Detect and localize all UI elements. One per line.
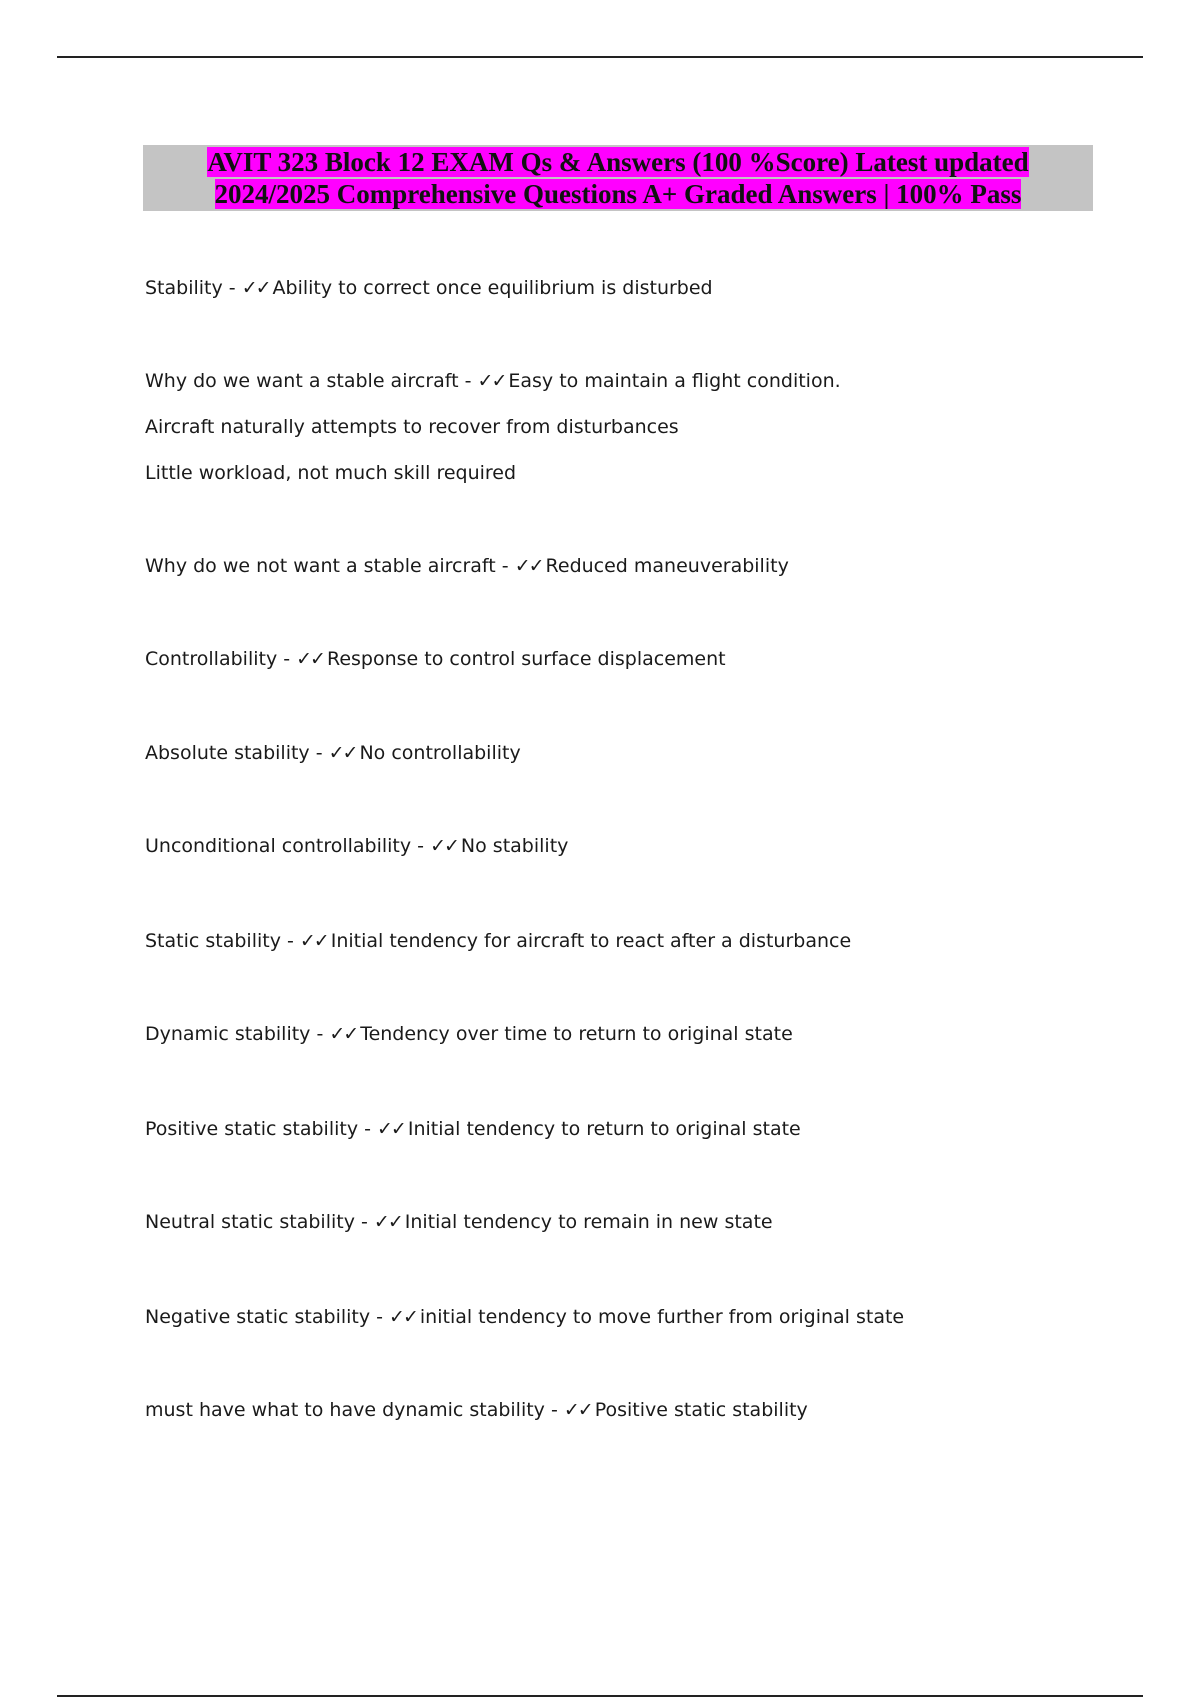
- answer-text: Positive static stability: [594, 1399, 808, 1421]
- bottom-rule: [57, 1695, 1143, 1697]
- double-check-icon: ✓✓: [241, 277, 270, 299]
- double-check-icon: ✓✓: [563, 1399, 592, 1421]
- answer-text: Initial tendency to remain in new state: [404, 1211, 773, 1233]
- double-check-icon: ✓✓: [373, 1211, 402, 1233]
- qa-item-unconditional-controllability: [145, 834, 568, 858]
- term-text: Dynamic stability: [145, 1023, 311, 1045]
- qa-item-negative-static-stability: [145, 1305, 904, 1329]
- answer-text: Response to control surface displacement: [326, 648, 726, 670]
- answer-text: Reduced maneuverability: [545, 555, 789, 577]
- separator: -: [495, 555, 515, 577]
- qa-item-why-not-stable: [145, 554, 789, 578]
- top-rule: [57, 56, 1143, 58]
- double-check-icon: ✓✓: [328, 742, 357, 764]
- answer-text: Initial tendency for aircraft to react after a disturbance: [330, 930, 852, 952]
- answer-text: Initial tendency to return to original state: [407, 1118, 801, 1140]
- separator: -: [458, 370, 478, 392]
- term-text: must have what to have dynamic stability: [145, 1399, 545, 1421]
- double-check-icon: ✓✓: [477, 370, 506, 392]
- term-text: Why do we want a stable aircraft: [145, 370, 459, 392]
- term-text: Static stability: [145, 930, 281, 952]
- separator: -: [277, 648, 297, 670]
- answer-text: Tendency over time to return to original state: [360, 1023, 793, 1045]
- qa-item-positive-static-stability: [145, 1117, 801, 1141]
- term-text: Why do we not want a stable aircraft: [145, 555, 496, 577]
- answer-text: initial tendency to move further from original state: [419, 1306, 905, 1328]
- term-text: Absolute stability: [145, 742, 310, 764]
- term-text: Neutral static stability: [145, 1211, 355, 1233]
- separator: -: [544, 1399, 564, 1421]
- term-text: Positive static stability: [145, 1118, 359, 1140]
- answer-text: Easy to maintain a flight condition.: [508, 370, 841, 392]
- answer-text: No stability: [460, 835, 569, 857]
- separator: -: [411, 835, 431, 857]
- double-check-icon: ✓✓: [299, 930, 328, 952]
- qa-item-why-stable: [145, 369, 841, 393]
- term-text: Unconditional controllability: [145, 835, 412, 857]
- separator: -: [280, 930, 300, 952]
- answer-continuation-line: Aircraft naturally attempts to recover from disturbances: [145, 416, 679, 438]
- qa-item-dynamic-stability: [145, 1022, 793, 1046]
- double-check-icon: ✓✓: [329, 1023, 358, 1045]
- term-text: Controllability: [145, 648, 278, 670]
- qa-item-controllability: [145, 647, 726, 671]
- title-banner: [143, 145, 1093, 211]
- qa-item-neutral-static-stability: [145, 1210, 773, 1234]
- separator: -: [358, 1118, 378, 1140]
- qa-item-absolute-stability: [145, 741, 521, 765]
- separator: -: [354, 1211, 374, 1233]
- double-check-icon: ✓✓: [296, 648, 324, 670]
- separator: -: [309, 742, 329, 764]
- separator: -: [310, 1023, 330, 1045]
- answer-text: No controllability: [359, 742, 521, 764]
- double-check-icon: ✓✓: [377, 1118, 405, 1140]
- double-check-icon: ✓✓: [389, 1306, 417, 1328]
- double-check-icon: ✓✓: [514, 555, 543, 577]
- separator: -: [370, 1306, 390, 1328]
- answer-text: Ability to correct once equilibrium is disturbed: [272, 277, 713, 299]
- double-check-icon: ✓✓: [430, 835, 458, 857]
- separator: -: [222, 277, 242, 299]
- term-text: Stability: [145, 277, 223, 299]
- answer-continuation-line: Little workload, not much skill required: [145, 462, 517, 484]
- qa-item-static-stability: [145, 929, 851, 953]
- term-text: Negative static stability: [145, 1306, 371, 1328]
- document-title: AVIT 323 Block 12 EXAM Qs & Answers (100 %Score) Latest updated 2024/2025 Comprehensive Questions A+ Graded Answers | 100% Pass: [207, 147, 1029, 209]
- qa-item-dynamic-stability-requirement: [145, 1398, 808, 1422]
- qa-item-stability: [145, 276, 713, 300]
